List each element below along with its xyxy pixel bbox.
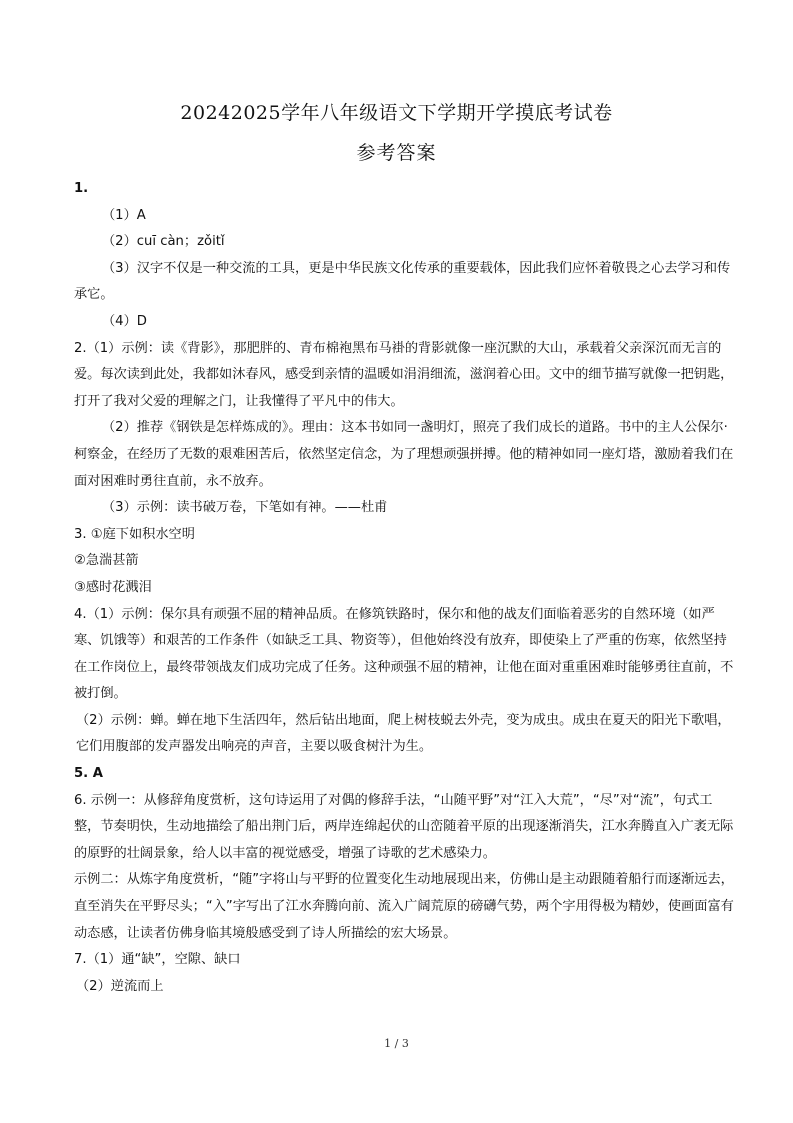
answer-line: （4）D — [102, 313, 147, 329]
answer-line: ③感时花溅泪 — [74, 579, 152, 595]
page-title: 20242025学年八年级语文下学期开学摸底考试卷 — [180, 102, 613, 124]
answer-line: 7.（1）通“缺”，空隙、缺口 — [74, 952, 241, 968]
answer-line: （2）逆流而上 — [76, 978, 164, 994]
answer-line: （1）A — [102, 207, 146, 223]
answer-line: （3）汉字不仅是一种交流的工具，更是中华民族文化传承的重要载体，因此我们应怀着敬畏之心去学习和传承它。 — [74, 260, 731, 303]
answer-line: 1. — [74, 181, 89, 196]
page-number: 1 / 3 — [384, 1037, 409, 1050]
answer-line: 2.（1）示例：读《背影》，那肥胖的、青布棉袍黑布马褂的背影就像一座沉默的大山，承载着父亲深沉而无言的爱。每次读到此处，我都如沐春风，感受到亲情的温暖如涓涓细流，滋润着心田。文中的细节描写就像一把钥匙，打开了我对父爱的理解之门，让我懂得了平凡中的伟大。 — [74, 340, 734, 409]
answer-line: （3）示例：读书破万卷，下笔如有神。——杜甫 — [102, 500, 388, 516]
answer-line: ②急湍甚箭 — [74, 553, 139, 569]
answer-line: （2）cuī càn；zǒitǐ — [102, 234, 225, 250]
page-subtitle: 参考答案 — [356, 142, 437, 164]
answer-line: 3. ①庭下如积水空明 — [74, 526, 195, 542]
answer-line: 5. A — [74, 766, 103, 782]
answer-content — [74, 176, 736, 1000]
answer-line: （2）示例：蝉。蝉在地下生活四年，然后钻出地面，爬上树枝蜕去外壳，变为成虫。成虫在夏天的阳光下歌唱，它们用腹部的发声器发出响亮的声音，主要以吸食树汁为生。 — [76, 712, 731, 755]
answer-line: 示例二：从炼字角度赏析，“随”字将山与平野的位置变化生动地展现出来，仿佛山是主动跟随着船行而逐渐远去，直至消失在平野尽头；“入”字写出了江水奔腾向前、流入广阔荒原的磅礴气势，两个字用得极为精妙，使画面富有动态感，让读者仿佛身临其境般感受到了诗人所描绘的宏大场景。 — [74, 872, 734, 941]
answer-line: 6. 示例一：从修辞角度赏析，这句诗运用了对偶的修辞手法，“山随平野”对“江入大荒”，“尽”对“流”，句式工整，节奏明快，生动地描绘了船出荆门后，两岸连绵起伏的山峦随着平原的出现逐渐消失，江水奔腾直入广袤无际的原野的壮阔景象，给人以丰富的视觉感受，增强了诗歌的艺术感染力。 — [74, 792, 734, 861]
answer-line: （2）推荐《钢铁是怎样炼成的》。理由：这本书如同一盏明灯，照亮了我们成长的道路。书中的主人公保尔·柯察金，在经历了无数的艰难困苦后，依然坚定信念，为了理想顽强拼搏。他的精神如同一座灯塔，激励着我们在面对困难时勇往直前，永不放弃。 — [74, 420, 734, 489]
answer-line: 4.（1）示例：保尔具有顽强不屈的精神品质。在修筑铁路时，保尔和他的战友们面临着恶劣的自然环境（如严寒、饥饿等）和艰苦的工作条件（如缺乏工具、物资等），但他始终没有放弃，即使染上了严重的伤寒，依然坚持在工作岗位上，最终带领战友们成功完成了任务。这种顽强不屈的精神，让他在面对重重困难时能够勇往直前，不被打倒。 — [74, 606, 734, 702]
